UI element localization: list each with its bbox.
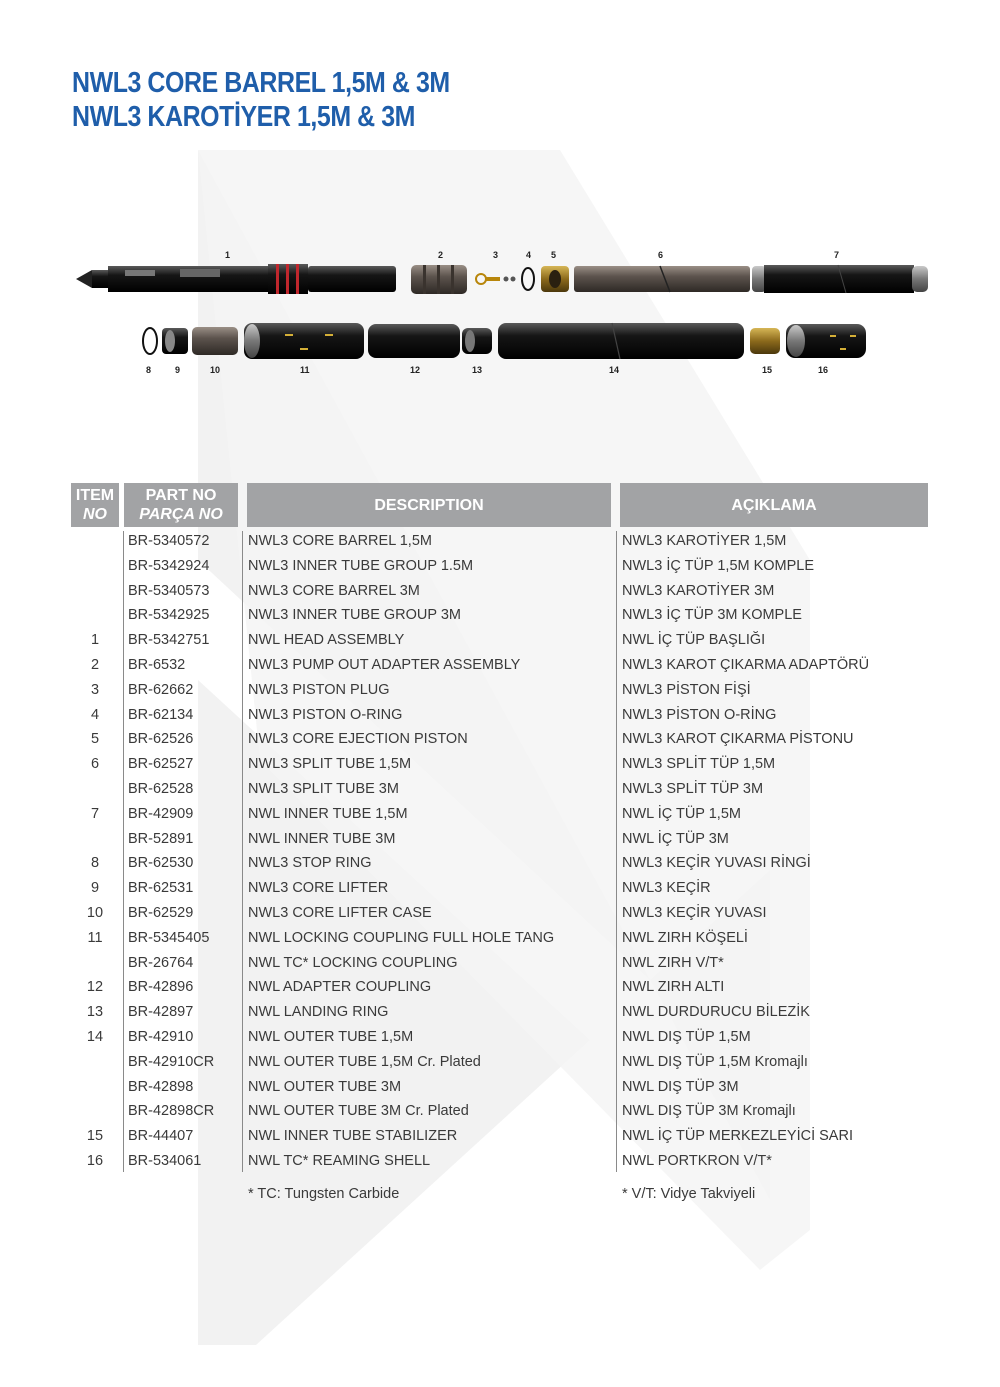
cell-item-no: 16: [86, 1152, 104, 1169]
cell-aciklama: NWL3 İÇ TÜP 1,5M KOMPLE: [622, 557, 815, 574]
header-item-line2: NO: [83, 506, 107, 523]
cell-aciklama: NWL İÇ TÜP 1,5M: [622, 805, 741, 822]
cell-aciklama: NWL İÇ TÜP MERKEZLEYİCİ SARI: [622, 1128, 853, 1145]
cell-part-no: BR-62526: [128, 731, 194, 748]
table-row: [0, 876, 1000, 901]
table-row: [0, 827, 1000, 852]
cell-description: NWL TC* LOCKING COUPLING: [248, 954, 458, 971]
cell-description: NWL3 INNER TUBE GROUP 1.5M: [248, 557, 474, 574]
cell-description: NWL3 SPLIT TUBE 3M: [248, 780, 399, 797]
table-row: [0, 1149, 1000, 1174]
table-row: [0, 727, 1000, 752]
cell-description: NWL LOCKING COUPLING FULL HOLE TANG: [248, 929, 555, 946]
part-1-head-assembly: [76, 264, 396, 294]
part-8-stop-ring: [143, 328, 157, 354]
cell-aciklama: NWL3 SPLİT TÜP 3M: [622, 780, 764, 797]
table-row: [0, 901, 1000, 926]
cell-part-no: BR-42897: [128, 1004, 194, 1021]
part-6-split-tube: [574, 266, 750, 292]
page-title: [72, 66, 450, 134]
cell-item-no: 11: [87, 929, 103, 946]
header-item-line1: ITEM: [75, 487, 115, 504]
header-part-line2: PARÇA NO: [139, 506, 223, 523]
diagram-label-15: 15: [762, 365, 773, 375]
diagram-label-14: 14: [609, 365, 620, 375]
part-15-inner-tube-stabilizer: [750, 328, 780, 354]
cell-aciklama: NWL DIŞ TÜP 1,5M: [622, 1028, 751, 1045]
footnote-tc: * TC: Tungsten Carbide: [248, 1186, 400, 1202]
table-row: [0, 851, 1000, 876]
cell-item-no: 4: [90, 706, 100, 723]
cell-aciklama: NWL ZIRH KÖŞELİ: [622, 929, 748, 946]
cell-description: NWL INNER TUBE 3M: [248, 830, 396, 847]
cell-item-no: 2: [90, 656, 100, 673]
cell-part-no: BR-42910CR: [128, 1053, 215, 1070]
cell-aciklama: NWL3 KAROTİYER 3M: [622, 582, 775, 599]
diagram-label-3: 3: [493, 250, 499, 260]
table-row: [0, 1025, 1000, 1050]
table-row: [0, 678, 1000, 703]
diagram-label-13: 13: [472, 365, 483, 375]
cell-aciklama: NWL DURDURUCU BİLEZİK: [622, 1004, 810, 1021]
table-row: [0, 926, 1000, 951]
cell-aciklama: NWL3 KAROTİYER 1,5M: [622, 533, 787, 549]
parts-diagram: [0, 240, 1000, 390]
part-4-piston-o-ring: [522, 268, 534, 290]
table-row: [0, 579, 1000, 604]
cell-description: NWL OUTER TUBE 1,5M: [248, 1028, 414, 1045]
cell-aciklama: NWL3 KAROT ÇIKARMA ADAPTÖRÜ: [622, 656, 870, 673]
diagram-label-9: 9: [175, 365, 181, 375]
cell-description: NWL3 PISTON O-RING: [248, 706, 403, 723]
diagram-label-11: 11: [300, 365, 310, 375]
header-description: DESCRIPTION: [247, 483, 611, 527]
cell-part-no: BR-5340573: [128, 582, 210, 599]
cell-part-no: BR-62528: [128, 780, 194, 797]
diagram-label-2: 2: [438, 250, 444, 260]
cell-description: NWL OUTER TUBE 3M Cr. Plated: [248, 1103, 469, 1120]
cell-aciklama: NWL İÇ TÜP 3M: [622, 830, 729, 847]
cell-aciklama: NWL PORTKRON V/T*: [622, 1152, 772, 1169]
cell-description: NWL INNER TUBE STABILIZER: [248, 1128, 458, 1145]
cell-part-no: BR-52891: [128, 830, 194, 847]
table-row: [0, 752, 1000, 777]
table-row: [0, 529, 1000, 554]
cell-item-no: 13: [86, 1004, 104, 1021]
table-row: [0, 628, 1000, 653]
cell-description: NWL3 INNER TUBE GROUP 3M: [248, 607, 461, 624]
cell-part-no: BR-534061: [128, 1152, 202, 1169]
table-row: [0, 653, 1000, 678]
part-10-core-lifter-case: [192, 327, 238, 355]
cell-aciklama: NWL ZIRH ALTI: [622, 979, 725, 996]
cell-description: NWL3 CORE BARREL 1,5M: [248, 533, 432, 549]
cell-description: NWL HEAD ASSEMBLY: [248, 632, 405, 649]
cell-part-no: BR-62662: [128, 681, 194, 698]
cell-aciklama: NWL3 KEÇİR: [622, 880, 711, 897]
cell-aciklama: NWL DIŞ TÜP 1,5M Kromajlı: [622, 1053, 808, 1070]
diagram-label-16: 16: [818, 365, 829, 375]
cell-aciklama: NWL3 SPLİT TÜP 1,5M: [622, 756, 776, 773]
part-7-inner-tube: [752, 265, 928, 293]
table-row: [0, 703, 1000, 728]
cell-aciklama: NWL3 İÇ TÜP 3M KOMPLE: [622, 607, 802, 624]
header-item-no: [71, 483, 119, 527]
table-row: [0, 554, 1000, 579]
table-row: [0, 951, 1000, 976]
table-row: [0, 777, 1000, 802]
part-14-outer-tube: [498, 323, 744, 359]
diagram-label-1: 1: [225, 250, 231, 260]
cell-description: NWL3 CORE BARREL 3M: [248, 582, 420, 599]
cell-description: NWL3 SPLIT TUBE 1,5M: [248, 756, 412, 773]
diagram-label-6: 6: [658, 250, 664, 260]
cell-part-no: BR-62529: [128, 904, 194, 921]
cell-aciklama: NWL3 KAROT ÇIKARMA PİSTONU: [622, 731, 854, 748]
cell-description: NWL INNER TUBE 1,5M: [248, 805, 408, 822]
table-row: [0, 1000, 1000, 1025]
part-12-adapter-coupling: [368, 324, 460, 358]
cell-description: NWL OUTER TUBE 3M: [248, 1078, 402, 1095]
table-row: [0, 1050, 1000, 1075]
cell-part-no: BR-42898: [128, 1078, 194, 1095]
cell-part-no: BR-62527: [128, 756, 194, 773]
table-row: [0, 802, 1000, 827]
diagram-label-10: 10: [210, 365, 221, 375]
cell-item-no: 1: [90, 632, 100, 649]
cell-item-no: 14: [86, 1028, 104, 1045]
cell-part-no: BR-26764: [128, 954, 194, 971]
cell-item-no: 7: [90, 805, 100, 822]
cell-description: NWL LANDING RING: [248, 1004, 389, 1021]
cell-item-no: 5: [90, 731, 100, 748]
cell-part-no: BR-42909: [128, 805, 194, 822]
table-row: [0, 1099, 1000, 1124]
cell-description: NWL3 PUMP OUT ADAPTER ASSEMBLY: [248, 656, 521, 673]
page-title-line1: NWL3 CORE BARREL 1,5M & 3M: [72, 67, 450, 99]
cell-part-no: BR-44407: [128, 1128, 194, 1145]
part-3-piston-plug: [476, 274, 516, 284]
cell-part-no: BR-42896: [128, 979, 194, 996]
cell-item-no: 10: [86, 904, 104, 921]
cell-description: NWL3 PISTON PLUG: [248, 681, 390, 698]
cell-item-no: 9: [90, 880, 100, 897]
diagram-label-4: 4: [526, 250, 532, 260]
cell-part-no: BR-6532: [128, 656, 186, 673]
cell-aciklama: NWL ZIRH V/T*: [622, 954, 724, 971]
diagram-label-7: 7: [834, 250, 840, 260]
part-9-core-lifter: [162, 328, 188, 354]
table-row: [0, 1075, 1000, 1100]
cell-part-no: BR-42910: [128, 1028, 194, 1045]
cell-aciklama: NWL3 PİSTON O-RİNG: [622, 706, 777, 723]
cell-description: NWL3 CORE LIFTER: [248, 880, 389, 897]
cell-aciklama: NWL DIŞ TÜP 3M: [622, 1078, 739, 1095]
cell-aciklama: NWL İÇ TÜP BAŞLIĞI: [622, 632, 766, 649]
cell-aciklama: NWL3 PİSTON FİŞİ: [622, 681, 751, 698]
cell-description: NWL3 CORE EJECTION PISTON: [248, 731, 468, 748]
cell-part-no: BR-62530: [128, 855, 194, 872]
part-13-landing-ring: [462, 328, 492, 354]
cell-part-no: BR-62531: [128, 880, 194, 897]
cell-item-no: 15: [86, 1128, 104, 1145]
cell-description: NWL3 CORE LIFTER CASE: [248, 904, 432, 921]
cell-item-no: 3: [90, 681, 100, 698]
part-16-reaming-shell: [786, 324, 866, 358]
diagram-label-5: 5: [551, 250, 557, 260]
cell-item-no: 8: [90, 855, 100, 872]
cell-aciklama: NWL3 KEÇİR YUVASI: [622, 904, 767, 921]
cell-part-no: BR-5342751: [128, 632, 210, 649]
diagram-label-12: 12: [410, 365, 421, 375]
table-row: [0, 975, 1000, 1000]
parts-table-body: [0, 529, 1000, 1174]
cell-part-no: BR-42898CR: [128, 1103, 215, 1120]
table-row: [0, 1124, 1000, 1149]
cell-description: NWL3 STOP RING: [248, 855, 372, 872]
cell-part-no: BR-5345405: [128, 929, 210, 946]
diagram-label-8: 8: [146, 365, 152, 375]
cell-part-no: BR-5340572: [128, 533, 210, 549]
part-5-core-ejection-piston: [541, 266, 569, 292]
header-aciklama: AÇIKLAMA: [620, 483, 928, 527]
cell-part-no: BR-62134: [128, 706, 194, 723]
cell-description: NWL OUTER TUBE 1,5M Cr. Plated: [248, 1053, 481, 1070]
cell-aciklama: NWL DIŞ TÜP 3M Kromajlı: [622, 1103, 796, 1120]
cell-item-no: 6: [90, 756, 100, 773]
page-title-line2: NWL3 KAROTİYER 1,5M & 3M: [72, 101, 416, 133]
cell-description: NWL ADAPTER COUPLING: [248, 979, 432, 996]
footnote-vt: * V/T: Vidye Takviyeli: [622, 1186, 756, 1202]
header-part-line1: PART NO: [145, 487, 217, 504]
cell-aciklama: NWL3 KEÇİR YUVASI RİNGİ: [622, 855, 811, 872]
table-row: [0, 603, 1000, 628]
part-11-locking-coupling: [244, 323, 364, 359]
cell-item-no: 12: [86, 979, 104, 996]
cell-part-no: BR-5342924: [128, 557, 210, 574]
header-part-no: [124, 483, 238, 527]
cell-description: NWL TC* REAMING SHELL: [248, 1152, 431, 1169]
cell-part-no: BR-5342925: [128, 607, 210, 624]
part-2-pump-out-adapter: [411, 265, 467, 294]
